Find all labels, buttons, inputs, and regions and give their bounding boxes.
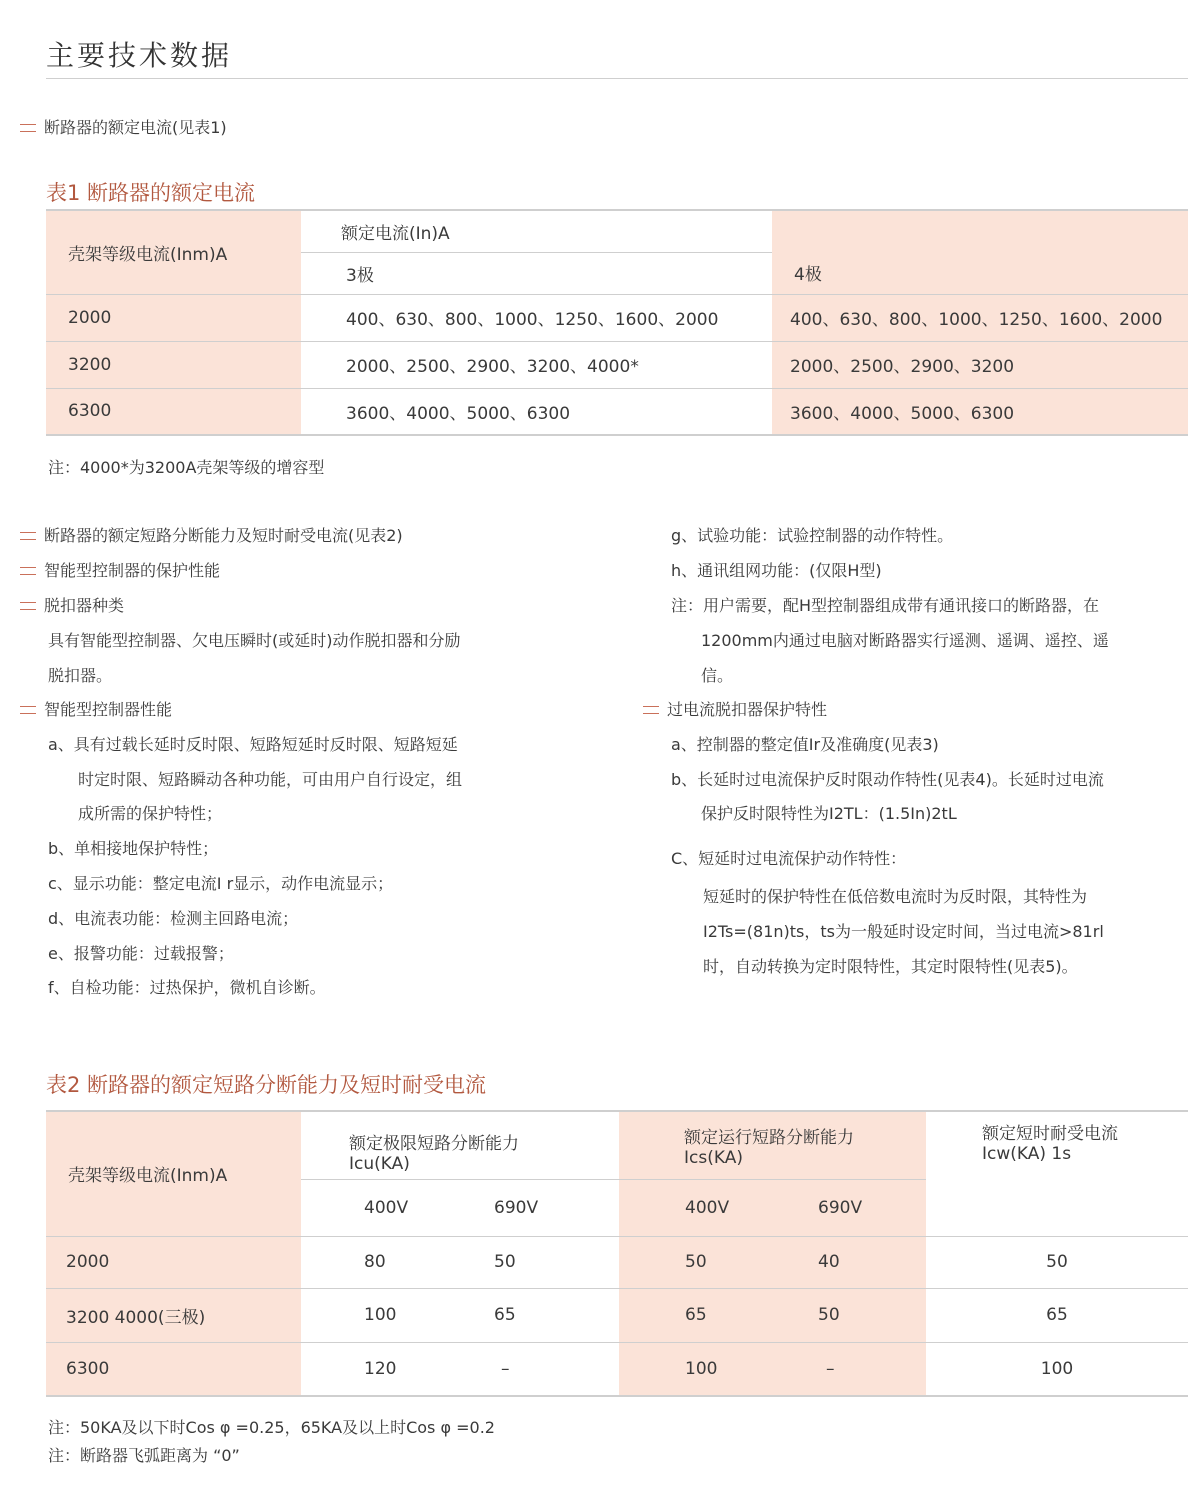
item-h: h、通讯组网功能：(仅限H型) bbox=[671, 561, 882, 580]
item-e: e、报警功能：过载报警； bbox=[48, 944, 234, 963]
table2-note-1: 注：50KA及以下时Cos φ =0.25，65KA及以上时Cos φ =0.2 bbox=[48, 1418, 495, 1437]
item-f: f、自检功能：过热保护，微机自诊断。 bbox=[48, 978, 326, 997]
bullet-dash-icon bbox=[20, 124, 36, 132]
table2-header-frame: 壳架等级电流(Inm)A bbox=[46, 1111, 301, 1236]
release-types-text-1: 具有智能型控制器、欠电压瞬时(或延时)动作脱扣器和分励 bbox=[48, 631, 461, 650]
table2-header-icw: 额定短时耐受电流 Icw(KA) 1s bbox=[926, 1111, 1188, 1179]
comm-note-line-2: 1200mm内通过电脑对断路器实行遥测、遥调、遥控、遥 bbox=[701, 631, 1109, 650]
table1 bbox=[46, 209, 1188, 436]
section-release-types: 脱扣器种类 bbox=[20, 595, 124, 617]
oc-item-c-line-2: I2Ts=(81n)ts，ts为一般延时设定时间，当过电流>81rl bbox=[703, 922, 1104, 941]
oc-item-c-line-3: 时，自动转换为定时限特性，其定时限特性(见表5)。 bbox=[703, 957, 1078, 976]
table2-header-ics-400v: 400V bbox=[619, 1179, 752, 1236]
table1-header-blank bbox=[772, 210, 1188, 252]
table-row: 3200 4000(三极) 100 65 65 50 65 bbox=[46, 1288, 1188, 1342]
item-c: c、显示功能：整定电流I r显示，动作电流显示； bbox=[48, 874, 394, 893]
table1-header-3pole: 3极 bbox=[301, 252, 772, 294]
table-row: 6300 3600、4000、5000、6300 3600、4000、5000、6300 bbox=[46, 388, 1188, 435]
oc-item-a: a、控制器的整定值Ir及准确度(见表3) bbox=[671, 735, 939, 754]
bullet-dash-icon bbox=[20, 602, 36, 610]
table-row: 2000 400、630、800、1000、1250、1600、2000 400、630、800、1000、1250、1600、2000 bbox=[46, 294, 1188, 341]
item-a-line-2: 时定时限、短路瞬动各种功能，可由用户自行设定，组 bbox=[78, 770, 463, 789]
oc-item-c: C、短延时过电流保护动作特性： bbox=[671, 849, 907, 868]
table2-header-ics: 额定运行短路分断能力 Ics(KA) bbox=[619, 1111, 926, 1179]
table2-header-icu: 额定极限短路分断能力 Icu(KA) bbox=[301, 1111, 619, 1179]
table1-note: 注：4000*为3200A壳架等级的增容型 bbox=[48, 458, 325, 477]
table1-title: 表1 断路器的额定电流 bbox=[46, 181, 256, 205]
table2-title: 表2 断路器的额定短路分断能力及短时耐受电流 bbox=[46, 1073, 487, 1097]
oc-item-c-line-1: 短延时的保护特性在低倍数电流时为反时限，其特性为 bbox=[703, 887, 1088, 906]
section-rated-current: 断路器的额定电流(见表1) bbox=[20, 117, 227, 139]
table-row: 3200 2000、2500、2900、3200、4000* 2000、2500、2900、3200 bbox=[46, 341, 1188, 388]
table-row: 2000 80 50 50 40 50 bbox=[46, 1236, 1188, 1288]
title-divider bbox=[46, 78, 1188, 79]
table2-header-icu-690v: 690V bbox=[431, 1179, 619, 1236]
table2 bbox=[46, 1110, 1188, 1397]
table1-header-rated: 额定电流(In)A bbox=[301, 210, 772, 252]
oc-item-b-line-1: b、长延时过电流保护反时限动作特性(见表4)。长延时过电流 bbox=[671, 770, 1104, 789]
comm-note-line-1: 注：用户需要，配H型控制器组成带有通讯接口的断路器，在 bbox=[671, 596, 1100, 615]
bullet-dash-icon bbox=[20, 567, 36, 575]
item-d: d、电流表功能：检测主回路电流； bbox=[48, 909, 299, 928]
release-types-text-2: 脱扣器。 bbox=[48, 666, 113, 685]
section-overcurrent-release: 过电流脱扣器保护特性 bbox=[643, 699, 827, 721]
bullet-dash-icon bbox=[20, 706, 36, 714]
table2-note-2: 注：断路器飞弧距离为 “0” bbox=[48, 1446, 240, 1465]
table-row: 6300 120 – 100 – 100 bbox=[46, 1342, 1188, 1396]
comm-note-line-3: 信。 bbox=[701, 666, 734, 685]
table2-header-ics-690v: 690V bbox=[752, 1179, 926, 1236]
item-g: g、试验功能：试验控制器的动作特性。 bbox=[671, 526, 954, 545]
bullet-dash-icon bbox=[643, 706, 659, 714]
table2-header-icu-400v: 400V bbox=[301, 1179, 431, 1236]
oc-item-b-line-2: 保护反时限特性为I2TL：(1.5In)2tL bbox=[701, 804, 957, 823]
item-b: b、单相接地保护特性； bbox=[48, 839, 219, 858]
table1-header-frame: 壳架等级电流(Inm)A bbox=[46, 210, 301, 294]
table2-header-icw-blank bbox=[926, 1179, 1188, 1236]
section-controller-protection: 智能型控制器的保护性能 bbox=[20, 560, 220, 582]
page-title: 主要技术数据 bbox=[46, 39, 233, 72]
bullet-dash-icon bbox=[20, 532, 36, 540]
item-a-line-1: a、具有过载长延时反时限、短路短延时反时限、短路短延 bbox=[48, 735, 458, 754]
item-a-line-3: 成所需的保护特性； bbox=[78, 804, 223, 823]
section-controller-performance: 智能型控制器性能 bbox=[20, 699, 172, 721]
table1-header-4pole: 4极 bbox=[772, 252, 1188, 294]
section-breaking-capacity: 断路器的额定短路分断能力及短时耐受电流(见表2) bbox=[20, 525, 403, 547]
